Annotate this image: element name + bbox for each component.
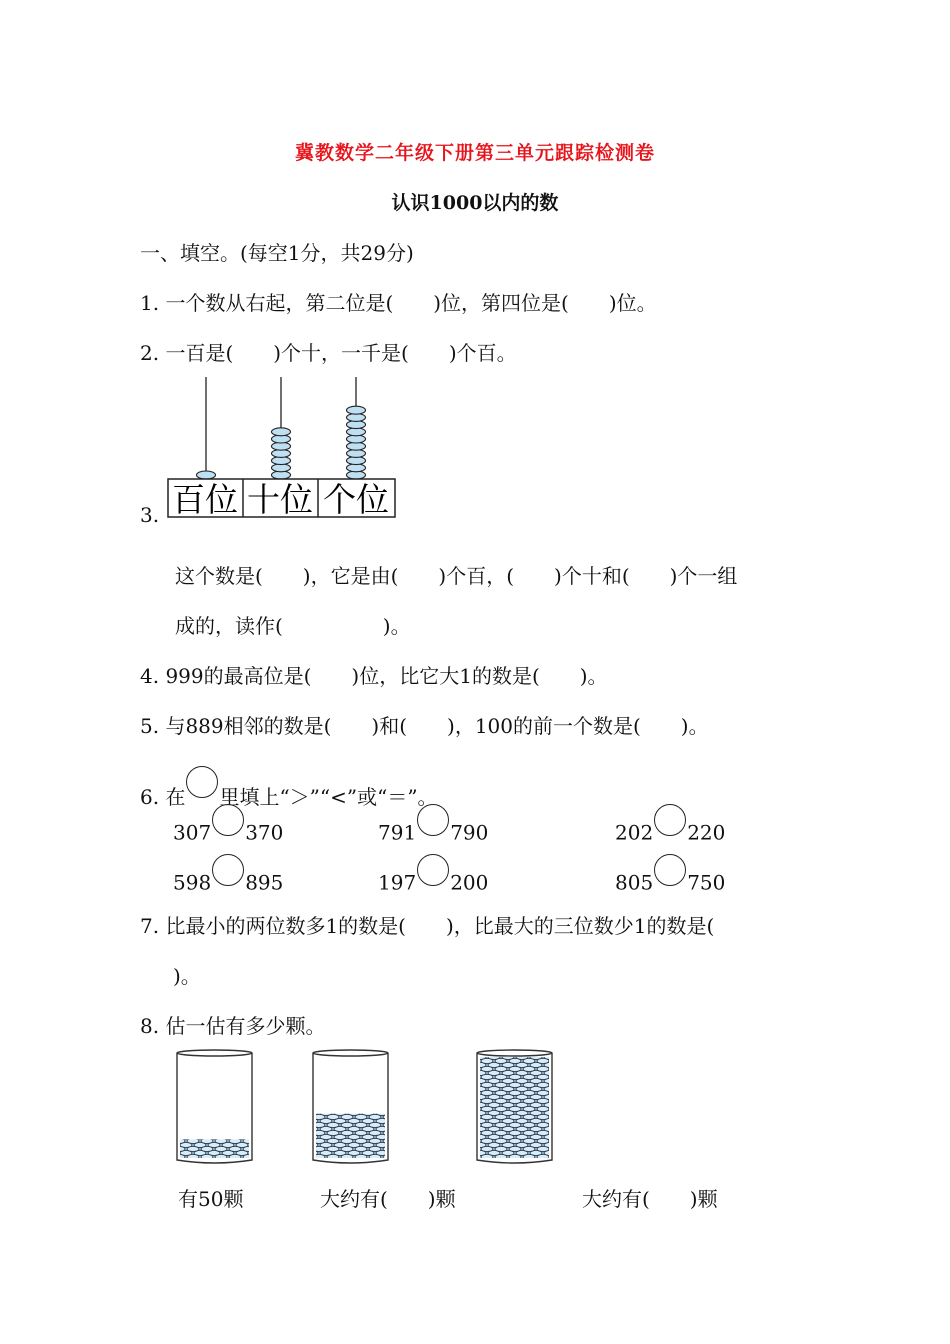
answer-circle-icon[interactable] [212, 854, 244, 886]
answer-circle-icon [186, 766, 218, 798]
compare-item: 307 370 [173, 818, 283, 850]
question-6-prefix: 6. 在 [140, 785, 186, 809]
answer-circle-icon[interactable] [417, 804, 449, 836]
question-3-line2: 成的，读作( )。 [175, 614, 411, 638]
question-2: 2. 一百是( )个十，一千是( )个百。 [140, 341, 517, 365]
answer-circle-icon[interactable] [212, 804, 244, 836]
jar-caption-2: 大约有( )颗 [320, 1187, 456, 1211]
jar-caption-3: 大约有( )颗 [582, 1187, 718, 1211]
seed-fill [480, 1057, 549, 1158]
question-6-suffix: 里填上“＞”“<”或“＝”。 [219, 785, 438, 809]
seed-fill [180, 1139, 249, 1158]
answer-circle-icon[interactable] [654, 854, 686, 886]
jars-figure [165, 1045, 575, 1170]
question-4: 4. 999的最高位是( )位，比它大1的数是( )。 [140, 664, 608, 688]
question-8: 8. 估一估有多少颗。 [140, 1014, 326, 1038]
label-hundreds: 百位 [172, 480, 238, 519]
abacus-bead [197, 471, 216, 479]
compare-item: 202 220 [615, 818, 725, 850]
answer-circle-icon[interactable] [654, 804, 686, 836]
question-7-line1: 7. 比最小的两位数多1的数是( )，比最大的三位数少1的数是( [140, 914, 715, 938]
compare-item: 805 750 [615, 868, 725, 900]
worksheet-title: 冀教数学二年级下册第三单元跟踪检测卷 [294, 142, 655, 164]
jar-rim [477, 1050, 552, 1056]
label-ones: 个位 [323, 480, 389, 519]
question-7-line2: )。 [173, 964, 201, 988]
question-6 [140, 766, 438, 810]
seed-fill [316, 1114, 385, 1158]
section-heading: 一、填空。(每空1分，共29分) [140, 241, 414, 265]
abacus-bead [347, 406, 366, 414]
worksheet-subtitle: 认识1000以内的数 [391, 192, 559, 214]
compare-item: 197 200 [378, 868, 488, 900]
jar-rim [177, 1050, 252, 1056]
question-3-number: 3. [140, 503, 160, 527]
jar-caption-1: 有50颗 [178, 1187, 244, 1211]
abacus-bead [272, 428, 291, 436]
compare-item: 598 895 [173, 868, 283, 900]
question-3-line1: 这个数是( )，它是由( )个百，( )个十和( )个一组 [175, 564, 738, 588]
jar-rim [313, 1050, 388, 1056]
compare-item: 791 790 [378, 818, 488, 850]
answer-circle-icon[interactable] [417, 854, 449, 886]
question-1: 1. 一个数从右起，第二位是( )位，第四位是( )位。 [140, 291, 657, 315]
abacus-figure [165, 375, 400, 523]
question-5: 5. 与889相邻的数是( )和( )，100的前一个数是( )。 [140, 714, 709, 738]
label-tens: 十位 [247, 480, 313, 519]
